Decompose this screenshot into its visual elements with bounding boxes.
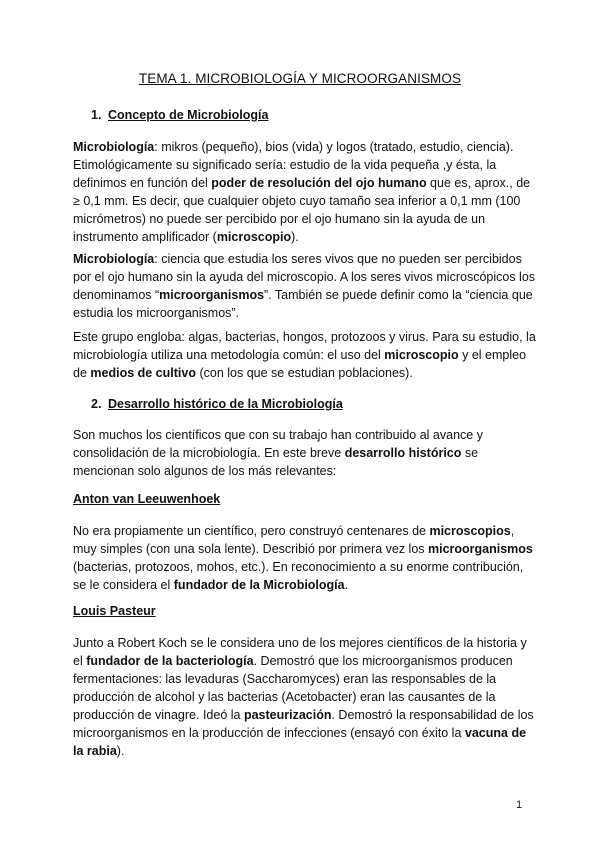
- bold-term: microscopio: [384, 348, 459, 362]
- bold-term: medios de cultivo: [90, 366, 196, 380]
- text-run: . Demostró la responsabilidad de los microorganismos en la producción de infecciones (ensayó con éxito la: [73, 708, 534, 740]
- paragraph-desarrollo-intro: [73, 426, 536, 480]
- bold-term: fundador de la Microbiología: [173, 578, 345, 592]
- bold-term: poder de resolución del ojo humano: [211, 176, 427, 190]
- text-run: ”. También se puede definir como la “ciencia que estudia los microorganismos”.: [73, 288, 533, 320]
- text-run: . Demostró que los microorganismos producen fermentaciones: las levaduras (Saccharomyces) eran las responsables de la producción de alcohol y las bacterias (Acetobacter) eran las causantes de la producción de vinagre. Ideó la: [73, 654, 513, 722]
- text-run: (con los que se estudian poblaciones).: [195, 366, 413, 380]
- section-1-number: 1.: [91, 108, 102, 122]
- text-run: No era propiamente un científico, pero construyó centenares de: [73, 524, 430, 538]
- bold-term: Microbiología: [73, 252, 155, 266]
- paragraph-grupo-engloba: [73, 328, 536, 382]
- text-run: se mencionan solo algunos de los más relevantes:: [73, 446, 479, 478]
- paragraph-microbiologia-definition: [73, 138, 536, 246]
- page-number: 1: [516, 799, 523, 811]
- document-title: TEMA 1. MICROBIOLOGÍA Y MICROORGANISMOS: [138, 71, 462, 86]
- bold-term: microscopios: [429, 524, 511, 538]
- bold-term: desarrollo histórico: [344, 446, 462, 460]
- bold-term: pasteurización: [243, 708, 332, 722]
- section-1-title: Concepto de Microbiología: [108, 108, 269, 122]
- text-run: , muy simples (con una sola lente). Describió por primera vez los: [73, 524, 515, 556]
- text-run: : ciencia que estudia los seres vivos que no pueden ser percibidos por el ojo humano sin la ayuda del microscopio. A los seres vivos microscópicos los denominamos “: [73, 252, 536, 302]
- text-run: : mikros (pequeño), bios (vida) y logos (tratado, estudio, ciencia). Etimológicamente su significado sería: estudio de la vida pequeña ,y ésta, la definimos en función del: [73, 140, 514, 190]
- text-run: (bacterias, protozoos, mohos, etc.). En reconocimiento a su enorme contribución, se le considera el: [73, 560, 524, 592]
- text-run: ).: [291, 230, 299, 244]
- text-run: Son muchos los científicos que con su trabajo han contribuido al avance y consolidación de la microbiología. En este breve: [73, 428, 483, 460]
- text-run: que es, aprox., de ≥ 0,1 mm. Es decir, que cualquier objeto cuyo tamaño sea inferior a 0,1 mm (100 micrómetros) no puede ser percibido por el ojo humano sin la ayuda de un instrumento amplificador (: [73, 176, 531, 244]
- bold-term: microscopio: [216, 230, 292, 244]
- paragraph-leeuwenhoek: [73, 522, 536, 594]
- paragraph-pasteur: [73, 634, 536, 760]
- text-run: Junto a Robert Koch se le considera uno de los mejores científicos de la historia y el: [73, 636, 527, 668]
- subheading-leeuwenhoek: Anton van Leeuwenhoek: [73, 492, 221, 506]
- bold-term: microorganismos: [159, 288, 265, 302]
- text-run: .: [344, 578, 349, 592]
- paragraph-microbiologia-ciencia: [73, 250, 536, 322]
- bold-term: Microbiología: [73, 140, 155, 154]
- section-2-title: Desarrollo histórico de la Microbiología: [108, 397, 343, 411]
- text-run: y el empleo de: [73, 348, 527, 380]
- bold-term: fundador de la bacteriología: [86, 654, 254, 668]
- section-2-number: 2.: [91, 397, 102, 411]
- text-run: Este grupo engloba: algas, bacterias, hongos, protozoos y virus. Para su estudio, la microbiología utiliza una metodología común: el uso del: [73, 330, 536, 362]
- bold-term: microorganismos: [428, 542, 533, 556]
- text-run: ).: [116, 744, 125, 758]
- subheading-pasteur: Louis Pasteur: [73, 604, 156, 618]
- bold-term: vacuna de la rabia: [73, 726, 527, 758]
